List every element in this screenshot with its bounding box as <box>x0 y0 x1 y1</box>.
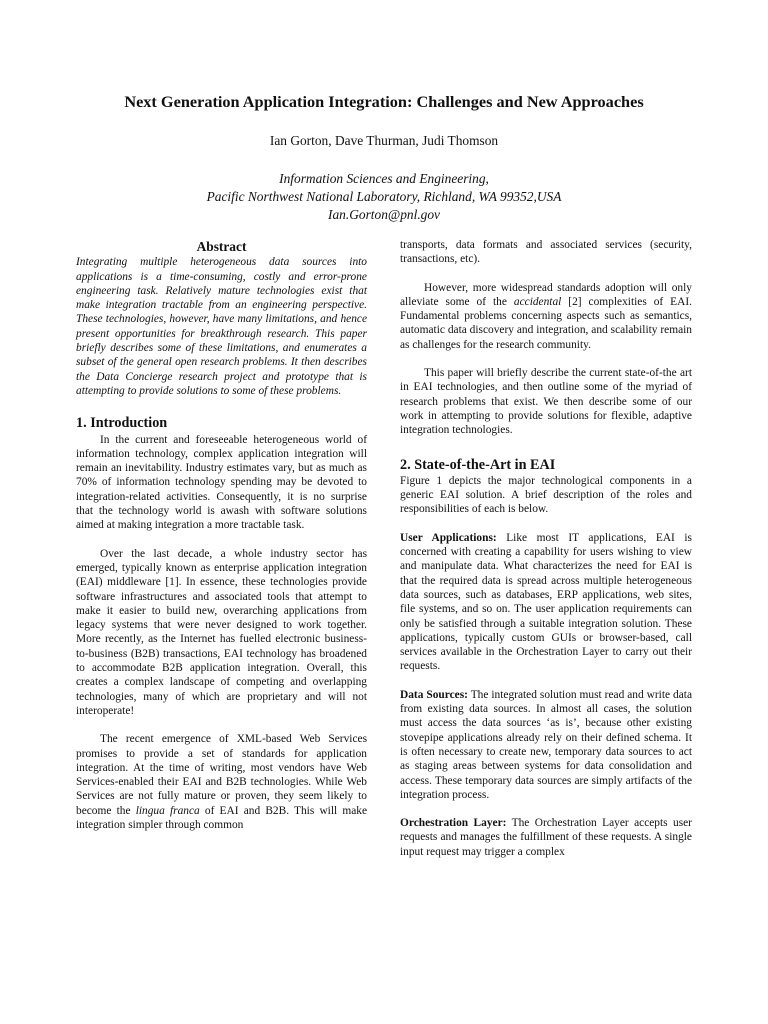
intro-paragraph-3-emphasis: lingua franca <box>135 804 200 817</box>
user-applications-text: Like most IT applications, EAI is concerned with creating a capability for users wishing to view and manipulate data. What characterizes the need for EAI is that the required data is spread across multiple heterogeneous data sources, such as databases, ERP applications, web sites, file systems, and so on. The user application requirements can only be satisfied through a suitable integration solution. These applications, typically custom GUIs or browser-based, call services available in the Orchestration Layer to carry out their requests. <box>400 531 692 673</box>
affiliation-department: Information Sciences and Engineering, <box>279 171 489 186</box>
state-paragraph-1: Figure 1 depicts the major technological components in a generic EAI solution. A brief description of the roles and responsibilities of each is below. <box>400 474 692 516</box>
intro-paragraph-1: In the current and foreseeable heterogeneous world of information technology, complex application integration will remain an inevitability. Industry estimates vary, but as much as 70% of information technology spending may be devoted to integration-related activities. Consequently, it is no surprise that the technology world is awash with software solutions aimed at making integration a more tractable task. <box>76 433 367 532</box>
data-sources-text: The integrated solution must read and write data from existing data sources. In almost all cases, the solution must access the data sources ‘as is’, because other existing stovepipe applications already rely on their defined schema. It is often necessary to create new, temporary data sources to act as staging areas between systems for data consolidation and access. These temporary data sources are simply artifacts of the integration process. <box>400 688 693 801</box>
orchestration-layer-paragraph <box>400 816 692 859</box>
abstract-heading: Abstract <box>196 239 247 254</box>
intro-paragraph-3-continued: transports, data formats and associated services (security, transactions, etc). <box>400 239 692 266</box>
intro-paragraph-4 <box>400 281 692 352</box>
intro-paragraph-5: This paper will briefly describe the current state-of-the art in EAI technologies, and then outline some of the myriad of research problems that exist. We then describe some of our work in attempting to provide solutions for flexible, adaptive integration technologies. <box>400 367 692 437</box>
section-2-heading: 2. State-of-the-Art in EAI <box>400 456 556 473</box>
orchestration-layer-text: The Orchestration Layer accepts user requests and manages the fulfillment of these requests. A single input request may trigger a complex <box>400 817 692 858</box>
data-sources-label: Data Sources: <box>400 688 468 701</box>
intro-paragraph-3-part-a: The recent emergence of XML-based Web Services promises to provide a set of standards for application integration. At the time of writing, most vendors have Web Services-enabled their EAI and B2B technologies. While Web Services are not fully mature or proven, they seem likely to become the <box>76 733 367 817</box>
author-affiliation <box>60 170 708 224</box>
intro-paragraph-2: Over the last decade, a whole industry sector has emerged, typically known as enterprise application integration (EAI) middleware [1]. In essence, these technologies provide software infrastructures and associated tools that attempt to make it easier to build new, overarching applications from legacy systems that were never designed to work together. More recently, as the Internet has fuelled electronic business-to-business (B2B) transactions, EAI technology has broadened to accommodate B2B application integration. Overall, this creates a complex landscape of competing and overlapping technologies, many of which are proprietary and will not interoperate! <box>76 547 367 717</box>
paper-title: Next Generation Application Integration: Challenges and New Approaches <box>124 92 644 111</box>
abstract-text: Integrating multiple heterogeneous data sources into applications is a time-consuming, costly and error-prone engineering task. Relatively mature technologies exist that make integration tractable from an engineering perspective. These technologies, however, have many limitations, and hence present opportunities for breakthrough research. This paper briefly describes some of these limitations, and enumerates a subset of the general open research problems. It then describes the Data Concierge research project and prototype that is attempting to provide solutions to some of these problems. <box>76 256 367 397</box>
intro-paragraph-3-part-b: of EAI and B2B. This will make integration simpler through common <box>76 804 368 831</box>
paper-authors: Ian Gorton, Dave Thurman, Judi Thomson <box>269 133 499 148</box>
user-applications-paragraph <box>400 531 692 674</box>
intro-paragraph-4-part-b: [2] complexities of EAI. Fundamental problems concerning aspects such as semantics, automatic data discovery and integration, and scalability remain as challenges for the research community. <box>400 295 692 351</box>
left-column <box>76 238 367 832</box>
intro-paragraph-3 <box>76 732 367 832</box>
intro-paragraph-4-part-a: However, more widespread standards adoption will only alleviate some of the <box>400 281 692 308</box>
right-column <box>400 238 692 859</box>
user-applications-label: User Applications: <box>400 531 497 544</box>
orchestration-layer-label: Orchestration Layer: <box>400 817 507 830</box>
affiliation-institution: Pacific Northwest National Laboratory, Richland, WA 99352,USA <box>206 189 562 204</box>
data-sources-paragraph <box>400 688 692 802</box>
author-email: Ian.Gorton@pnl.gov <box>328 207 440 222</box>
intro-paragraph-4-emphasis: accidental <box>513 295 562 308</box>
section-1-heading: 1. Introduction <box>76 415 168 432</box>
